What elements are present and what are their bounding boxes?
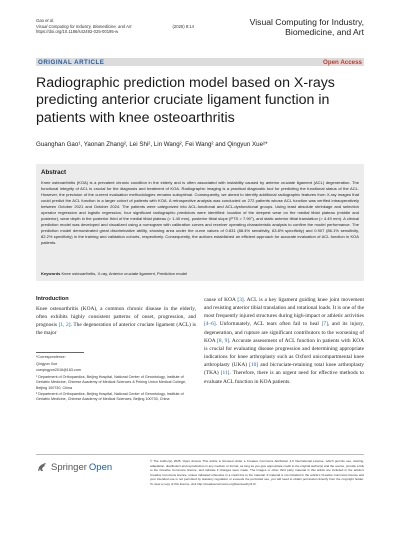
- citation-link[interactable]: [8, 9]: [217, 337, 230, 344]
- citation-link[interactable]: [3]: [237, 297, 244, 303]
- correspondence-footnote: [36, 355, 196, 404]
- article-type-banner: [36, 58, 364, 66]
- springer-open-logo: [36, 461, 112, 473]
- correspondence-label: *Correspondence:: [36, 355, 66, 359]
- header-authors: Gao et al.: [36, 18, 55, 23]
- keywords-label: Keywords: [41, 271, 61, 276]
- citation-link[interactable]: [11]: [220, 370, 230, 377]
- header-doi-link[interactable]: https://doi.org/10.1186/s42492-025-00195-w: [36, 29, 119, 35]
- open-access-badge: Open Access: [323, 58, 362, 66]
- introduction-heading: Introduction: [36, 296, 69, 302]
- correspondence-name: Qingyun Xue: [36, 361, 58, 366]
- citation-link[interactable]: [1, 2]: [58, 322, 71, 329]
- keywords: [41, 271, 359, 276]
- journal-name-line2: Biomedicine, and Art: [285, 27, 364, 37]
- footnote-divider: [36, 352, 84, 353]
- abstract-box: [36, 164, 364, 281]
- article-type-label: ORIGINAL ARTICLE: [38, 58, 105, 66]
- right-column: [204, 296, 364, 386]
- affiliation-1: ¹ Department of Orthopaedics, Beijing Hospital, National Center of Gerontology, Institute of Geriatric Medicine, Chinese Academy of Medical Sciences & Peking Union Medical College, Beijing 100730, China: [36, 375, 187, 390]
- abstract-text: Knee osteoarthritis (KOA) is a prevalent chronic condition in the elderly and is often associated with instability caused by anterior cruciate ligament (ACL) degeneration. The functional integrity of ACL is crucial for the diagnosis and treatment of KOA. Radiographic imaging is a practical diagnostic tool for predicting the functional status of the ACL. However, the precision of the current evaluation methodologies remains suboptimal. Consequently, we aimed to identify additional radiographic features from X-ray images that could predict the ACL function in a larger cohort of patients with KOA. A retrospective analysis was conducted on 272 patients whose ACL function was verified intraoperatively between October 2021 and October 2024. The patients were categorized into ACL-functional and ACL-dysfunctional groups. Using least absolute shrinkage and selection operator regression and logistic regression, four significant radiographic predictors were identified: location of the deepest wear on the medial tibial plateau (middle and posterior), wear depth in the posterior third of the medial tibial plateau (> 1.40 mm), posterior tibial slope (PTS > 7.90°), and static anterior tibial translation (> 4.49 mm). A clinical prediction model was developed and visualized using a nomogram with calibration curves and receiver operating characteristic analysis to confirm the model performance. The prediction model demonstrated great discriminative ability, showing area under the curve values of 0.831 (88.4% sensitivity, 63.8% specificity) and 0.907 (86.1% sensitivity, 82.2% specificity) in the training and validation cohorts, respectively. Consequently, the authors established an efficient approach for accurate evaluation of ACL function in KOA patients.: [41, 180, 359, 246]
- article-title: Radiographic prediction model based on X-rays predicting anterior cruciate ligament function in patients with knee osteoarthritis: [36, 75, 335, 126]
- abstract-heading: Abstract: [41, 169, 67, 176]
- author-list: Guanghan Gao¹, Yaonan Zhang², Lei Shi², Lin Wang², Fei Wang² and Qingyun Xue²*: [36, 141, 268, 148]
- citation-link[interactable]: [4–6]: [204, 321, 216, 328]
- keywords-text: Knee osteoarthritis, X-ray, Anterior cruciate ligament, Prediction model: [61, 271, 188, 276]
- footer-divider: [36, 454, 364, 455]
- introduction-paragraph-left: Knee osteoarthritis (KOA), a common chronic disease in the elderly, often exhibits highly consistent patterns of onset, progression, and prognosis [1, 2]. The degeneration of anterior cruciate ligament (ACL) is the major: [36, 306, 196, 337]
- license-text: © The Author(s) 2025. Open Access This article is licensed under a Creative Commons Attribution 4.0 International License, which permits use, sharing, adaptation, distribution and reproduction in any medium or format, as long as you give appropriate credit to the original author(s) and the source, provide a link to the Creative Commons licence, and indicate if changes were made. The images or other third party material in this article are included in the article's Creative Commons licence, unless indicated otherwise in a credit line to the material. If material is not included in the article's Creative Commons licence and your intended use is not permitted by statutory regulation or exceeds the permitted use, you will need to obtain permission directly from the copyright holder. To view a copy of this licence, visit http://creativecommons.org/licenses/by/4.0/.: [150, 459, 364, 486]
- journal-name-line1: Visual Computing for Industry,: [249, 17, 364, 27]
- running-header: [36, 18, 194, 35]
- header-journal: Visual Computing for Industry, Biomedicine, and Art: [36, 23, 132, 29]
- citation-link[interactable]: [7]: [321, 321, 328, 328]
- correspondence-email[interactable]: xueqingyun2016@163.com: [36, 368, 81, 373]
- introduction-paragraph-right: cause of KOA [3]. ACL is a key ligament guiding knee joint movement and resisting anterior tibial translation and rotational loads. It is one of the most frequently injured structures during high-impact or athletic activities [4–6]. Unfortunately, ACL tears often fail to heal [7], and its injury, degeneration, and rupture are significant contributors to the worsening of KOA [8, 9]. Accurate assessment of ACL function in patients with KOA is crucial for evaluating disease progression and determining appropriate indications for knee arthroplasty such as Oxford unicompartmental knee arthroplasty (UKA) [10] and bicruciate-retaining total knee arthroplasty (TKA) [11]. Therefore, there is an urgent need for effective methods to evaluate ACL function in KOA patients.: [204, 297, 365, 385]
- logo-open-text: Open: [88, 461, 113, 473]
- citation-link[interactable]: [10]: [249, 362, 259, 369]
- logo-springer-text: Springer: [51, 461, 87, 473]
- springer-horse-icon: [36, 461, 48, 473]
- journal-name: [250, 17, 364, 37]
- affiliation-2: ² Department of Orthopaedics, Beijing Hospital, National Center of Gerontology, Institute of Geriatric Medicine, Chinese Academy of Medical Sciences, Beijing 100730, China: [36, 392, 184, 402]
- header-year-pages: (2025) 8:14: [172, 23, 194, 29]
- left-column: [36, 296, 196, 338]
